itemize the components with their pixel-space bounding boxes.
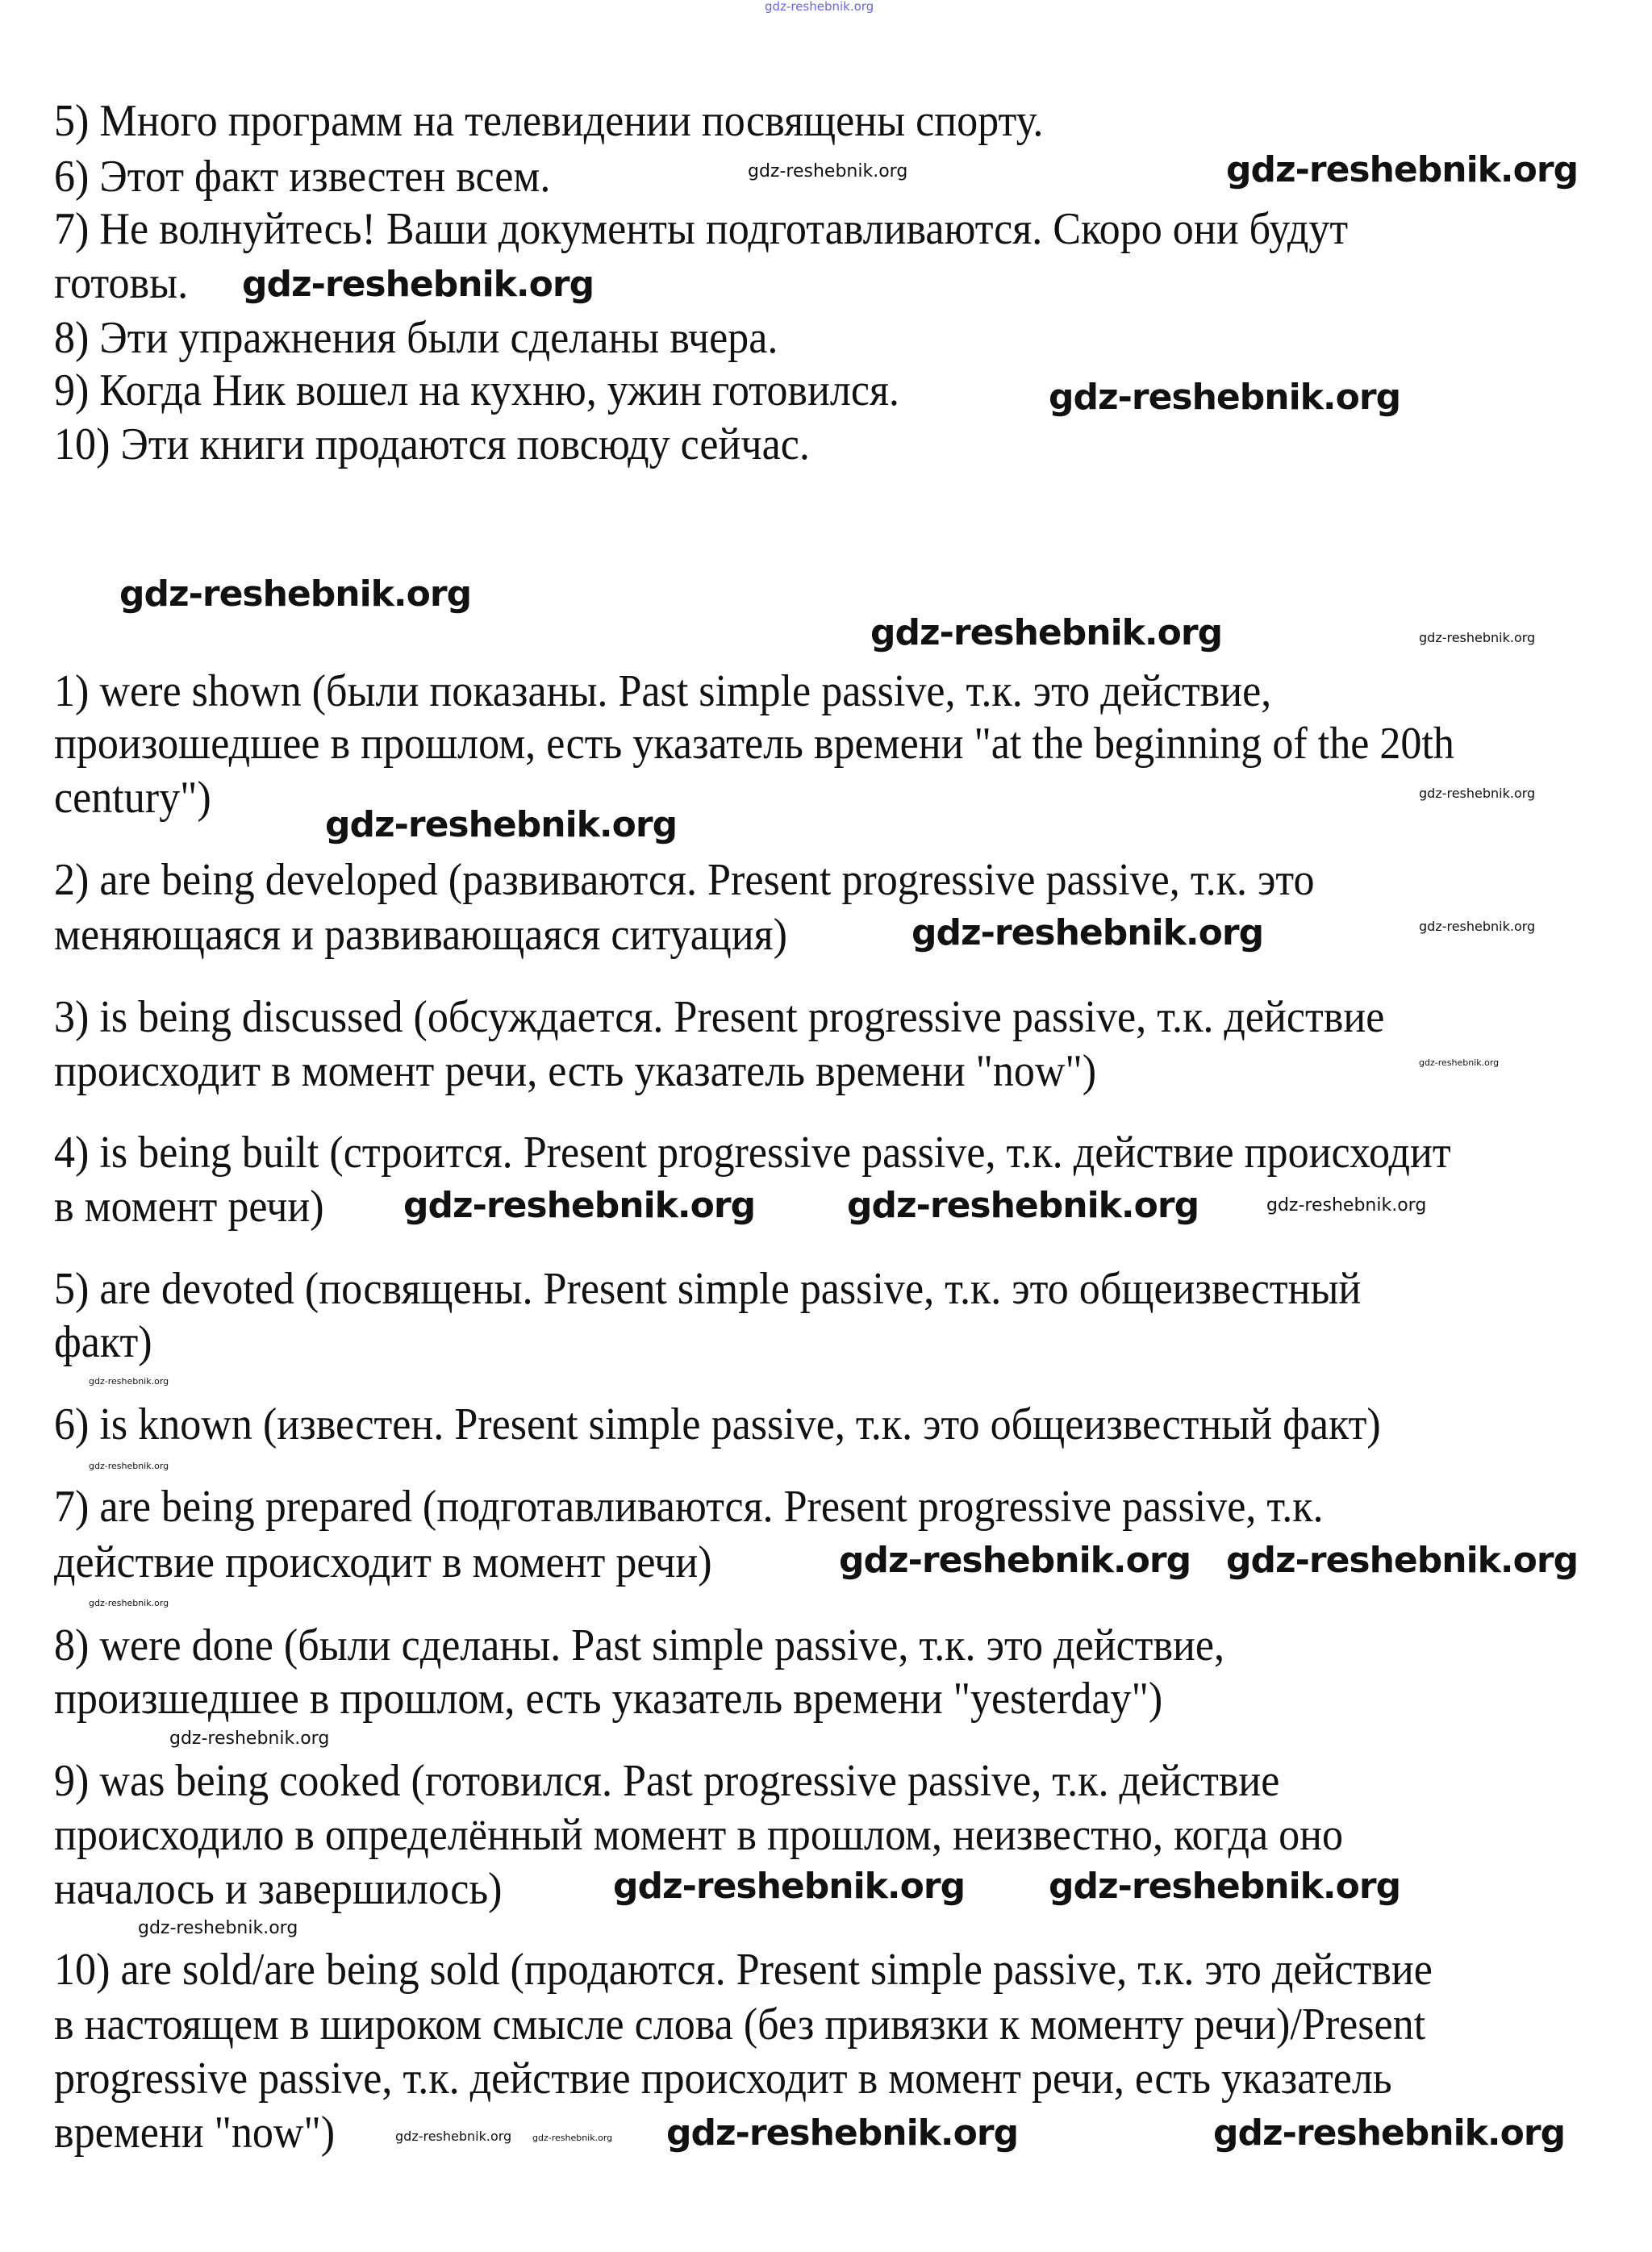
translation-line: 6) Этот факт известен всем. [54,152,551,202]
answer-line: 8) were done (были сделаны. Past simple passive, т.к. это действие, [54,1620,1225,1670]
answer-line: в настоящем в широком смысле слова (без привязки к моменту речи)/Present [54,2000,1426,2050]
answer-line: действие происходит в момент речи) [54,1537,712,1587]
translation-line: 7) Не волнуйтесь! Ваши документы подготавливаются. Скоро они будут [54,204,1349,254]
watermark: gdz-reshebnik.org [748,161,908,181]
watermark: gdz-reshebnik.org [1049,1866,1401,1907]
answer-line: 7) are being prepared (подготавливаются. Present progressive passive, т.к. [54,1482,1324,1532]
answer-line: 6) is known (известен. Present simple passive, т.к. это общеизвестный факт) [54,1399,1381,1449]
answer-line: century") [54,773,211,823]
answer-line: 3) is being discussed (обсуждается. Present progressive passive, т.к. действие [54,992,1385,1042]
watermark: gdz-reshebnik.org [89,1376,169,1387]
translation-line: 5) Много программ на телевидении посвящены спорту. [54,96,1044,146]
watermark: gdz-reshebnik.org [1419,786,1536,801]
answer-line: progressive passive, т.к. действие происходит в момент речи, есть указатель [54,2054,1392,2104]
watermark: gdz-reshebnik.org [89,1598,169,1608]
watermark: gdz-reshebnik.org [169,1729,330,1749]
answer-line: 1) were shown (были показаны. Past simple passive, т.к. это действие, [54,666,1272,716]
watermark: gdz-reshebnik.org [395,2129,512,2144]
translation-line: готовы. [54,258,189,308]
answer-line: происходило в определённый момент в прошлом, неизвестно, когда оно [54,1810,1344,1860]
watermark: gdz-reshebnik.org [1419,919,1536,934]
watermark: gdz-reshebnik.org [765,0,874,14]
translation-line: 10) Эти книги продаются повсюду сейчас. [54,419,810,469]
watermark: gdz-reshebnik.org [325,804,678,845]
watermark: gdz-reshebnik.org [847,1185,1199,1226]
watermark: gdz-reshebnik.org [1226,1540,1579,1581]
answer-line: произошедшее в прошлом, есть указатель времени "at the beginning of the 20th [54,719,1454,769]
answer-line: 5) are devoted (посвящены. Present simple passive, т.к. это общеизвестный [54,1264,1362,1314]
watermark: gdz-reshebnik.org [1213,2112,1566,2154]
answer-line: 10) are sold/are being sold (продаются. Present simple passive, т.к. это действие [54,1945,1433,1995]
watermark: gdz-reshebnik.org [839,1540,1191,1581]
watermark: gdz-reshebnik.org [532,2133,613,2143]
watermark: gdz-reshebnik.org [870,612,1223,653]
watermark: gdz-reshebnik.org [1226,149,1579,190]
watermark: gdz-reshebnik.org [1419,1057,1500,1068]
answer-line: меняющаяся и развивающаяся ситуация) [54,910,787,960]
translation-line: 8) Эти упражнения были сделаны вчера. [54,313,778,363]
translation-line: 9) Когда Ник вошел на кухню, ужин готовился. [54,365,899,415]
answer-line: 2) are being developed (развиваются. Present progressive passive, т.к. это [54,855,1315,905]
answer-line: произшедшее в прошлом, есть указатель времени "yesterday") [54,1674,1163,1724]
watermark: gdz-reshebnik.org [912,912,1264,953]
watermark: gdz-reshebnik.org [666,2112,1019,2154]
watermark: gdz-reshebnik.org [1419,630,1536,645]
watermark: gdz-reshebnik.org [89,1461,169,1471]
answer-line: 4) is being built (строится. Present progressive passive, т.к. действие происходит [54,1128,1451,1178]
watermark: gdz-reshebnik.org [403,1185,756,1226]
answer-line: в момент речи) [54,1182,324,1232]
watermark: gdz-reshebnik.org [613,1866,966,1907]
answer-line: времени "now") [54,2108,336,2158]
watermark: gdz-reshebnik.org [119,573,472,615]
answer-line: происходит в момент речи, есть указатель времени "now") [54,1046,1097,1096]
watermark: gdz-reshebnik.org [1049,377,1401,418]
watermark: gdz-reshebnik.org [1266,1195,1427,1216]
watermark: gdz-reshebnik.org [242,264,594,305]
watermark: gdz-reshebnik.org [138,1918,298,1938]
answer-line: 9) was being cooked (готовился. Past progressive passive, т.к. действие [54,1756,1280,1806]
answer-line: факт) [54,1317,152,1367]
answer-line: началось и завершилось) [54,1864,503,1914]
